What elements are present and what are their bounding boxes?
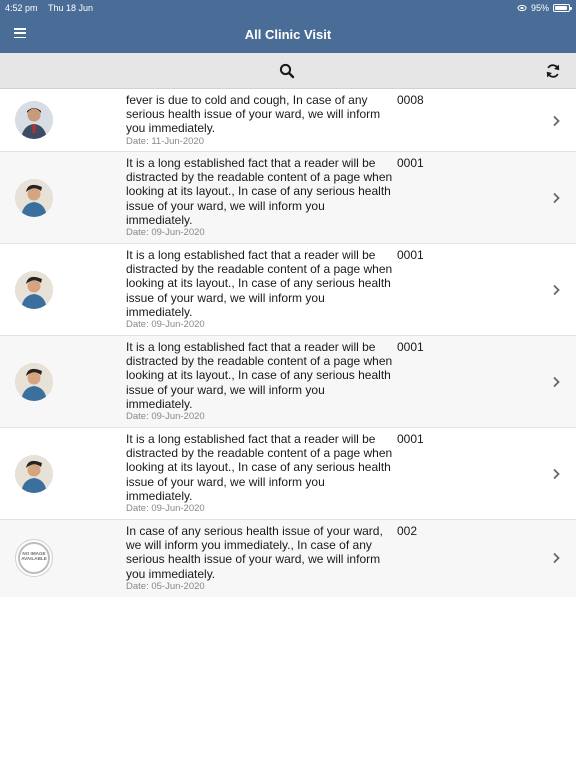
battery-fill (555, 6, 567, 10)
visit-list (0, 89, 576, 597)
visit-text: It is a long established fact that a reader will be distracted by the readable content of a page when looking at its layout., In case of any serious health issue of your ward, we will inform you immediately. (126, 340, 393, 411)
status-bar (0, 0, 576, 16)
visit-text: It is a long established fact that a reader will be distracted by the readable content of a page when looking at its layout., In case of any serious health issue of your ward, we will inform you immediately. (126, 248, 393, 319)
refresh-icon (545, 63, 561, 79)
visit-row[interactable] (0, 520, 576, 597)
status-time: 4:52 pm (5, 3, 38, 13)
search-button[interactable] (279, 63, 295, 79)
visit-description (126, 524, 394, 593)
visit-row[interactable] (0, 336, 576, 428)
visit-row[interactable] (0, 428, 576, 520)
student-photo-icon (15, 271, 53, 309)
student-photo-icon (15, 179, 53, 217)
visit-id: 002 (397, 524, 418, 538)
visit-id: 0008 (397, 93, 424, 107)
chevron-right-icon (552, 284, 560, 296)
visit-date: Date: 09-Jun-2020 (126, 503, 205, 515)
student-avatar (15, 179, 53, 217)
visit-text: In case of any serious health issue of your ward, we will inform you immediately., In case of any serious health issue of your ward, we will inform you immediately. (126, 524, 383, 581)
chevron-right-icon (552, 115, 560, 127)
battery-icon (553, 4, 570, 12)
visit-row[interactable] (0, 244, 576, 336)
student-photo-icon (15, 455, 53, 493)
chevron-right-icon (552, 376, 560, 388)
chevron-right-icon (552, 468, 560, 480)
page-title: All Clinic Visit (244, 27, 332, 42)
status-indicators (517, 3, 570, 13)
visit-id: 0001 (397, 248, 424, 262)
chevron-right-icon (552, 552, 560, 564)
visit-id: 0001 (397, 432, 424, 446)
visit-date: Date: 09-Jun-2020 (126, 319, 205, 331)
student-photo-icon (15, 101, 53, 139)
visit-description (126, 248, 394, 331)
visit-row[interactable] (0, 152, 576, 244)
toolbar (0, 53, 576, 89)
visit-date: Date: 05-Jun-2020 (126, 580, 205, 592)
search-icon (279, 63, 295, 79)
student-avatar (15, 271, 53, 309)
status-date: Thu 18 Jun (48, 3, 94, 13)
visit-date: Date: 11-Jun-2020 (126, 135, 204, 147)
app-header (0, 0, 576, 53)
visit-text: fever is due to cold and cough, In case of any serious health issue of your ward, we will inform you immediately. (126, 93, 381, 136)
refresh-button[interactable] (545, 63, 561, 79)
visit-description (126, 93, 394, 148)
orientation-lock-icon (517, 4, 527, 12)
visit-row[interactable] (0, 89, 576, 152)
student-avatar (15, 455, 53, 493)
battery-percent: 95% (530, 3, 549, 13)
student-avatar (15, 363, 53, 401)
visit-date: Date: 09-Jun-2020 (126, 411, 205, 423)
visit-id: 0001 (397, 156, 424, 170)
visit-text: It is a long established fact that a reader will be distracted by the readable content of a page when looking at its layout., In case of any serious health issue of your ward, we will inform you immediately. (126, 432, 393, 503)
visit-id: 0001 (397, 340, 424, 354)
visit-date: Date: 09-Jun-2020 (126, 227, 205, 239)
visit-description (126, 156, 394, 239)
student-avatar (15, 101, 53, 139)
chevron-right-icon (552, 192, 560, 204)
visit-description (126, 432, 394, 515)
no-image-avatar (15, 539, 53, 577)
visit-description (126, 340, 394, 423)
visit-text: It is a long established fact that a reader will be distracted by the readable content of a page when looking at its layout., In case of any serious health issue of your ward, we will inform you immediately. (126, 156, 393, 227)
student-photo-icon (15, 363, 53, 401)
no-image-text: NO IMAGE AVAILABLE (21, 551, 47, 561)
